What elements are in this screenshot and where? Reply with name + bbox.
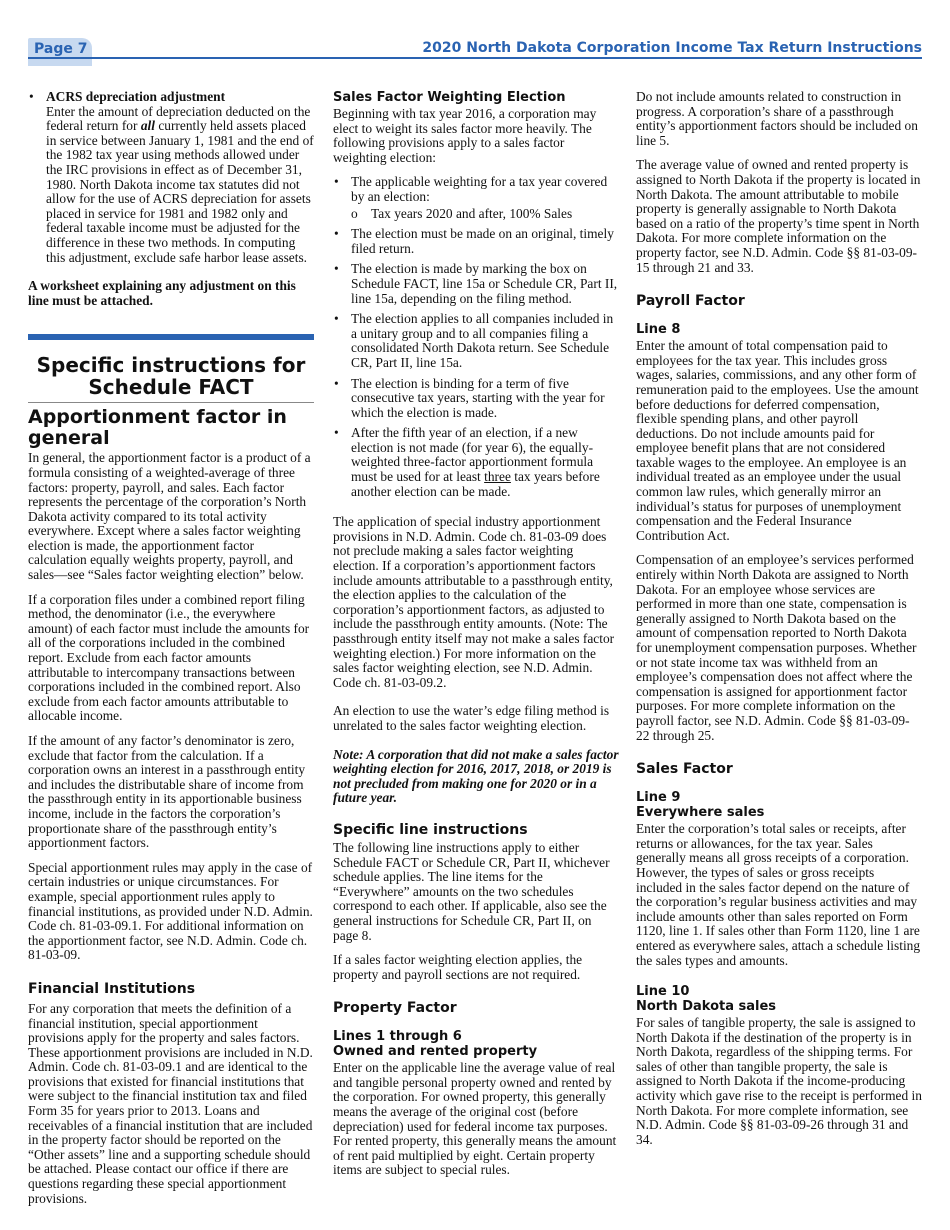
election-bullet: • The election is binding for a term of five consecutive tax years, starting with the year for which the election is made.	[351, 377, 620, 421]
acrs-text-b: currently held assets placed in service between January 1, 1981 and the end of the 1982 tax year using methods allowed under the IRC provisions in effect as of December 31, 1980. North Dakota income tax statutes did not allow for the use of ACRS depreciation for assets placed in service for 1981 and 1982 only and federal taxable income must be adjusted for the difference in these two methods. In computing this adjustment, exclude safe harbor lease assets.	[46, 118, 314, 265]
schedule-title-line1: Specific instructions for	[36, 353, 306, 378]
sub-text: Tax years 2020 and after, 100% Sales	[371, 205, 573, 221]
apportionment-p1: In general, the apportionment factor is a product of a formula consisting of a weighted-average of three factors: property, payroll, and sales. Each factor represents the percentage of the corporation’s North Dakota activity compared to its total activity everywhere. Except where a sales factor weighting election is made, the apportionment factor calculation equally weights property, payroll, and sales—see “Sales factor weighting election” below.	[28, 450, 311, 583]
property-p2: The average value of owned and rented property is assigned to North Dakota if the property is located in North Dakota. The amount attributable to mobile property is generally assignable to North Dakota based on a ratio of the property’s time spent in North Dakota. For more complete information on the property factor, see N.D. Admin. Code §§ 81-03-09-15 through 21 and 33.	[636, 157, 921, 275]
bullet-text: The applicable weighting for a tax year covered by an election:	[351, 174, 608, 204]
page-number: Page 7	[34, 41, 88, 57]
acrs-text-a: Enter the amount of depreciation deducted on the federal return for	[46, 103, 311, 134]
page-header	[28, 36, 922, 64]
section-divider	[28, 334, 314, 340]
line8-heading: Line 8	[636, 322, 681, 338]
sfwe-p2: An election to use the water’s edge filing method is unrelated to the sales factor weighting election.	[333, 703, 610, 733]
line10-heading: Line 10	[636, 984, 690, 1000]
financial-heading: Financial Institutions	[28, 980, 196, 997]
bullet6-b: tax years before another election can be made.	[351, 469, 600, 499]
election-bullet: • The election applies to all companies included in a unitary group and to all companies filing a consolidated North Dakota return. See Schedule CR, Part II, line 15a.	[351, 312, 620, 370]
line9-heading: Line 9	[636, 790, 681, 806]
nd-sales-p: For sales of tangible property, the sale is assigned to North Dakota if the destination of the property is in North Dakota, regardless of the shipping terms. For sales of other than tangible property, the sale is assigned to North Dakota if the income-producing activity which gave rise to the receipt is performed in North Dakota. For more complete information, see N.D. Admin. Code §§ 81-03-09-26 through 31 and 34.	[636, 1015, 922, 1147]
acrs-list	[28, 90, 314, 265]
everywhere-heading: Everywhere sales	[636, 805, 765, 821]
column-2	[333, 90, 620, 1188]
apportionment-heading: Apportionment factor in general	[28, 406, 287, 450]
header-rule	[28, 57, 922, 59]
sub-bullet	[351, 207, 620, 222]
nd-sales-heading: North Dakota sales	[636, 999, 777, 1015]
property-p: Enter on the applicable line the average value of real and tangible personal property owned and rented by the corporation. For owned property, this generally means the average of the original cost (before depreciation) used for federal income tax purposes. For rented property, this generally means the amount of rent paid multiplied by eight. Certain property items are subject to special rules.	[333, 1060, 617, 1178]
sfwe-heading: Sales Factor Weighting Election	[333, 90, 566, 105]
bullet6-three: three	[484, 469, 511, 485]
apportionment-p3: If the amount of any factor’s denominator is zero, exclude that factor from the calculation. If a corporation owns an interest in a passthrough entity and includes the distributable share of income from the passthrough entity in its apportionable business income, include in the factors the corporation’s proportionate share of the passthrough entity’s apportionment factors.	[28, 733, 306, 851]
sli-p2: If a sales factor weighting election applies, the property and payroll sections are not required.	[333, 952, 583, 982]
everywhere-p: Enter the corporation’s total sales or receipts, after returns or allowances, for the tax year. Sales generally means all gross receipts of a corporation. However, the types of sales or gross receipts included in the sales factor depend on the nature of the corporation’s regular business activities and may include amounts other than sales reported on Form 1120, line 1. If sales other than Form 1120, line 1 are entered as everywhere sales, attach a schedule listing the sales types and amounts.	[636, 821, 921, 968]
payroll-p1: Enter the amount of total compensation paid to employees for the tax year. This includes gross wages, salaries, commissions, and any other form of remuneration paid to the employees. Use the amount before deductions for deferred compensation, flexible spending plans, and other payroll deductions. Do not include amounts paid for employee benefit plans that are not considered taxable wages to the employee. An employee is an individual treated as an employee under the usual common law rules, which generally mirror an individual’s status for purposes of unemployment compensation and the Federal Insurance Contribution Act.	[636, 338, 919, 543]
acrs-title: ACRS depreciation adjustment	[46, 89, 226, 104]
lines-heading: Lines 1 through 6	[333, 1029, 462, 1045]
election-bullet: • The election must be made on an original, timely filed return.	[351, 227, 620, 256]
schedule-title-line2: Schedule FACT	[88, 375, 254, 400]
document-title: 2020 North Dakota Corporation Income Tax Return Instructions	[422, 40, 922, 56]
sfwe-p1: The application of special industry apportionment provisions in N.D. Admin. Code ch. 81-03-09 does not preclude making a sales factor weighting election. If a corporation’s apportionment factors include amounts attributable to a passthrough entity, the election applies to the calculation of the corporation’s apportionment factors, as adjusted to include the passthrough entity amounts. (Note: The passthrough entity itself may not make a sales factor weighting election.) For more information on the sales factor weighting election, see N.D. Admin. Code ch. 81-03-09.2.	[333, 514, 615, 690]
payroll-p2: Compensation of an employee’s services performed entirely within North Dakota are assigned to North Dakota. For an employee whose services are performed in more than one state, compensation is generally assigned to North Dakota based on the amount of compensation reported to North Dakota for unemployment compensation purposes. Whether or not state income tax was withheld from an employee’s compensation does not affect where the compensation is assigned for apportionment factor purposes. For more complete information on the payroll factor, see N.D. Admin. Code §§ 81-03-09-22 through 25.	[636, 552, 917, 743]
financial-p: For any corporation that meets the definition of a financial institution, special apportionment provisions apply for the property and sales factors. These apportionment provisions are included in N.D. Admin. Code ch. 81-03-09.1 and are identical to the provisions that existed for financial institutions that were subject to the financial institution tax and filed Form 35 for years prior to 2013. Loans and receivables of a financial institution that are included in the property factor should be reported on the “Other assets” line and a supporting schedule should be attached. Please contact our office if there are questions regarding these special apportionment provisions.	[28, 1000, 313, 1206]
worksheet-note: A worksheet explaining any adjustment on this line must be attached.	[28, 278, 296, 308]
sales-heading: Sales Factor	[636, 761, 733, 778]
acrs-item	[46, 90, 314, 265]
sli-heading: Specific line instructions	[333, 821, 528, 838]
column-1	[28, 90, 314, 1216]
owned-heading: Owned and rented property	[333, 1044, 538, 1060]
sfwe-note: Note: A corporation that did not make a sales factor weighting election for 2016, 2017, 2018, or 2019 is not precluded from making one for 2020 or in a future year.	[333, 746, 619, 806]
election-bullet	[351, 426, 620, 499]
property-heading: Property Factor	[333, 1000, 457, 1017]
bullet6-a: After the fifth year of an election, if a new election is not made (for year 6), the equally-weighted three-factor apportionment formula must be used for at least	[351, 425, 594, 485]
election-bullet	[351, 175, 620, 221]
column-3	[636, 90, 922, 1157]
apportionment-p4: Special apportionment rules may apply in the case of certain industries or unique circumstances. For example, special apportionment rules apply to financial institutions, as provided under N.D. Admin. Code ch. 81-03-09.1. For additional information on the apportionment factor, see N.D. Admin. Code ch. 81-03-09.	[28, 859, 313, 963]
property-p1: Do not include amounts related to construction in progress. A corporation’s share of a passthrough entity’s apportionment factors should be included on line 5.	[636, 89, 918, 148]
acrs-all: all	[140, 118, 155, 134]
sub-marker: o	[351, 205, 358, 221]
election-list	[333, 175, 620, 499]
payroll-heading: Payroll Factor	[636, 293, 745, 310]
title-rule	[28, 402, 314, 403]
sli-p1: The following line instructions apply to either Schedule FACT or Schedule CR, Part II, whichever schedule applies. The line items for the “Everywhere” amounts on the two schedules correspond to each other. If applicable, also see the general instructions for Schedule CR, Part II, on page 8.	[333, 839, 610, 943]
sfwe-intro: Beginning with tax year 2016, a corporation may elect to weight its sales factor more heavily. The following provisions apply to a sales factor weighting election:	[333, 106, 597, 165]
apportionment-p2: If a corporation files under a combined report filing method, the denominator (i.e., the everywhere amount) of each factor must include the amounts for all of the corporations included in the combined report. Exclude from each factor amounts attributable to intercompany transactions between corporations included in the combined report. Also exclude from each factor amounts attributable to allocable income.	[28, 591, 310, 724]
election-bullet: • The election is made by marking the box on Schedule FACT, line 15a or Schedule CR, Part II, line 15a, depending on the filing method.	[351, 262, 620, 306]
